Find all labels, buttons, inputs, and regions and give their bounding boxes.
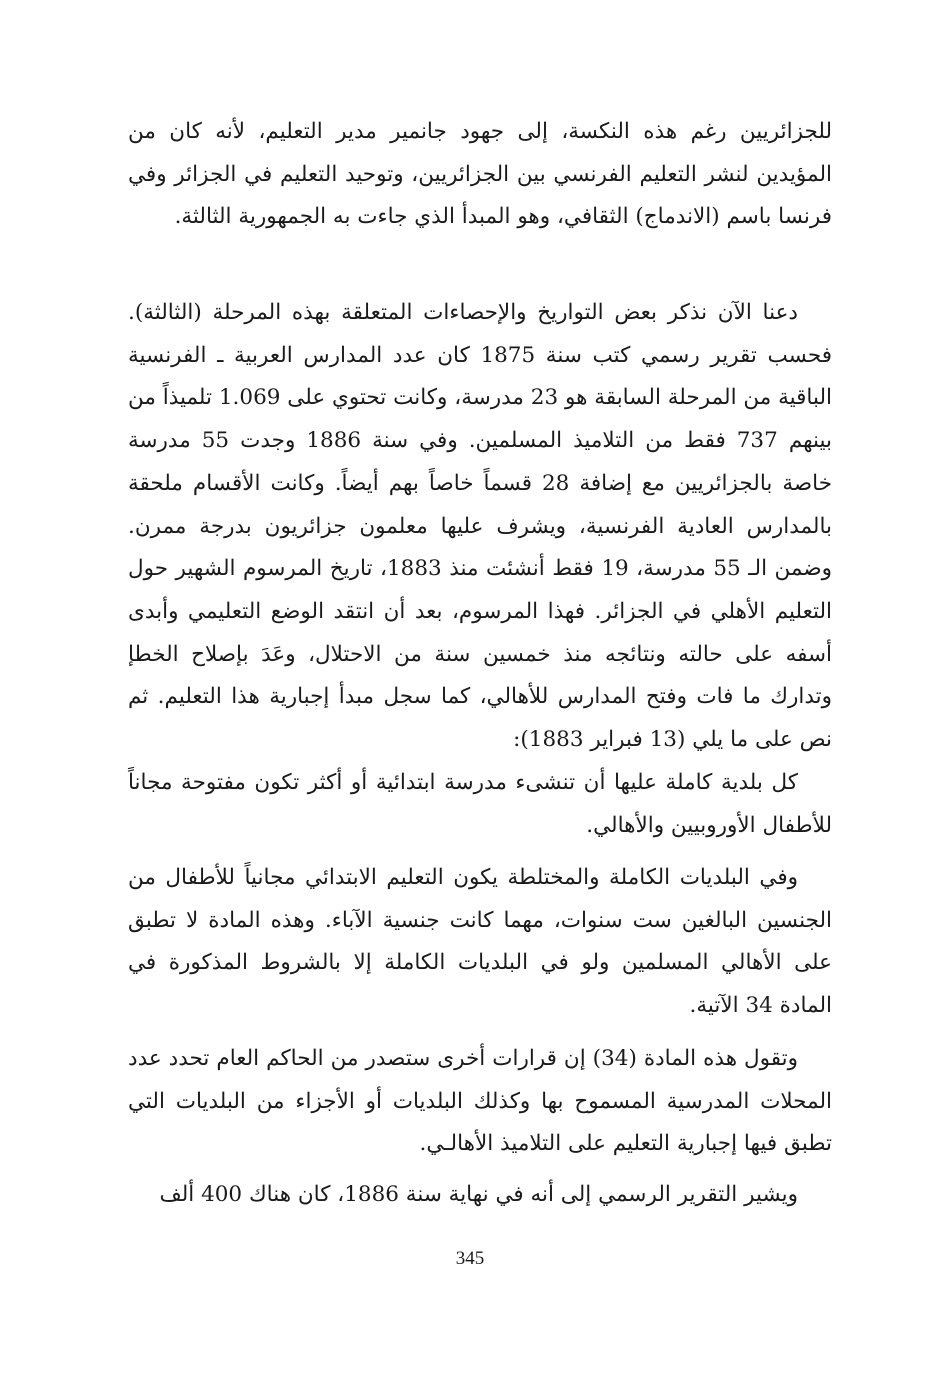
paragraph-jeanmaire-efforts: للجزائريين رغم هذه النكسة، إلى جهود جانمير مدير التعليم، لأنه كان من المؤيدين لنشر التعليم الفرنسي بين الجزائريين، وتوحيد التعليم في الجزائر وفي فرنسا باسم (الاندماج) الثقافي، وهو المبدأ الذي جاءت به الجمهورية الثالثة.	[128, 119, 832, 230]
paragraph-decree-quote: كل بلدية كاملة عليها أن تنشىء مدرسة ابتدائية أو أكثر تكون مفتوحة مجاناً للأطفال الأوروبيين والأهالي.	[128, 770, 832, 838]
paragraph-statistics: دعنا الآن نذكر بعض التواريخ والإحصاءات المتعلقة بهذه المرحلة (الثالثة). فحسب تقرير رسمي كتب سنة 1875 كان عدد المدارس العربية ـ الفرنسية الباقية من المرحلة السابقة هو 23 مدرسة، وكانت تحتوي على 1.069 تلميذاً من بينهم 737 فقط من التلاميذ المسلمين. وفي سنة 1886 وجدت 55 مدرسة خاصة بالجزائريين مع إضافة 28 قسماً خاصاً بهم أيضاً. وكانت الأقسام ملحقة بالمدارس العادية الفرنسية، ويشرف عليها معلمون جزائريون بدرجة ممرن. وضمن الـ 55 مدرسة، 19 فقط أنشئت منذ 1883، تاريخ المرسوم الشهير حول التعليم الأهلي في الجزائر. فهذا المرسوم، بعد أن انتقد الوضع التعليمي وأبدى أسفه على حالته ونتائجه منذ خمسين سنة من الاحتلال، وعَدَ بإصلاح الخطإ وتدارك ما فات وفتح المدارس للأهالي، كما سجل مبدأ إجبارية هذا التعليم. ثم نص على ما يلي (13 فبراير 1883):	[128, 300, 832, 753]
page-number: 345	[455, 1248, 485, 1269]
paragraph-official-report: ويشير التقرير الرسمي إلى أنه في نهاية سنة 1886، كان هناك 400 ألف	[159, 1182, 798, 1207]
paragraph-article-34: وتقول هذه المادة (34) إن قرارات أخرى ستصدر من الحاكم العام تحدد عدد المحلات المدرسية المسموح بها وكذلك البلديات أو الأجزاء من البلديات التي تطبق فيها إجبارية التعليم على التلاميذ الأهالـي.	[128, 1046, 832, 1157]
paragraph-free-education: وفي البلديات الكاملة والمختلطة يكون التعليم الابتدائي مجانياً للأطفال من الجنسين البالغين ست سنوات، مهما كانت جنسية الآباء. وهذه المادة لا تطبق على الأهالي المسلمين ولو في البلديات الكاملة إلا بالشروط المذكورة في المادة 34 الآتية.	[128, 865, 832, 1019]
